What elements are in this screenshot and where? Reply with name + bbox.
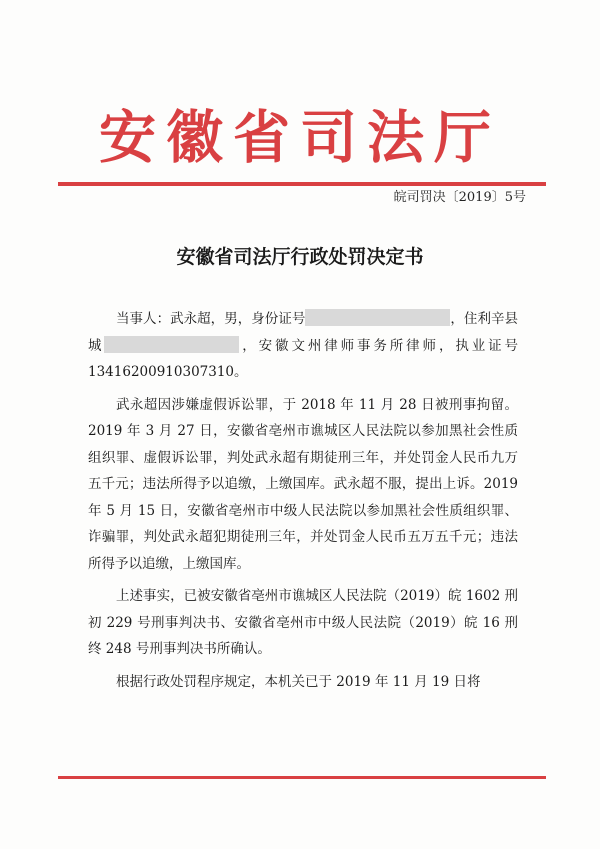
paragraph-party	[88, 306, 518, 386]
red-rule-top	[58, 182, 546, 186]
decision-title: 安徽省司法厅行政处罚决定书	[176, 246, 424, 268]
paragraph-facts: 武永超因涉嫌虚假诉讼罪，于 2018 年 11 月 28 日被刑事拘留。2019 年 3 月 27 日，安徽省亳州市谯城区人民法院以参加黑社会性质组织罪、虚假诉讼罪，判处武永超有期徒刑三年，并处罚金人民币九万五千元；违法所得予以追缴，上缴国库。武永超不服，提出上诉。2019 年 5 月 15 日，安徽省亳州市中级人民法院以参加黑社会性质组织罪、诈骗罪，判处武永超犯期徒刑三年，并处罚金人民币五万五千元；违法所得予以追缴，上缴国库。	[88, 396, 518, 572]
red-rule-bottom	[58, 776, 546, 779]
redacted-id-number	[305, 309, 450, 326]
party-text-b: ，住利辛县城	[88, 311, 519, 354]
party-text-c: ，安徽文州律师事务所律师，执业证号 13416200910307310。	[88, 337, 519, 380]
paragraph-procedure: 根据行政处罚程序规定，本机关已于 2019 年 11 月 19 日将	[116, 673, 481, 690]
party-text-a: 当事人：武永超，男，身份证号	[116, 311, 306, 327]
document-number: 皖司罚决〔2019〕5号	[393, 190, 526, 205]
document-body	[88, 306, 518, 701]
paragraph-confirmation: 上述事实，已被安徽省亳州市谯城区人民法院（2019）皖 1602 刑初 229 号刑事判决书、安徽省亳州市中级人民法院（2019）皖 16 刑终 248 号刑事判决书所确认。	[88, 588, 518, 657]
masthead-title: 安徽省司法厅	[99, 104, 501, 171]
redacted-address	[104, 336, 239, 353]
